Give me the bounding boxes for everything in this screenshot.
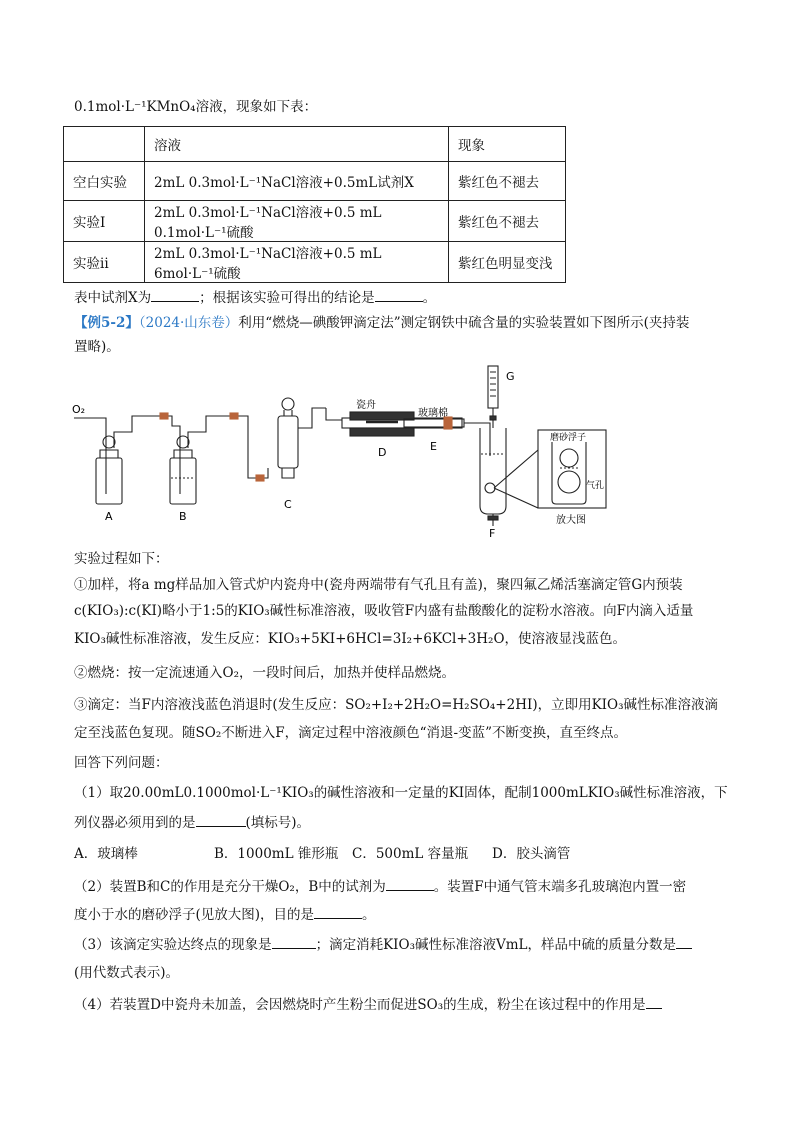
question-text: （1）取 — [74, 785, 124, 801]
step2-line — [74, 662, 455, 684]
question-text: 表中试剂X为 — [74, 290, 152, 306]
table-header-cell — [64, 127, 145, 162]
table-question-line — [74, 287, 436, 309]
zoom-label: 放大图 — [556, 515, 586, 526]
table-cell: 空白实验 — [64, 162, 145, 201]
step-text: 定至浅蓝色复现。随 — [74, 725, 196, 741]
question-text: ；滴定消耗 — [315, 937, 384, 953]
rubber-joint — [160, 413, 168, 419]
step-text: )，立即用 — [532, 697, 592, 713]
connecting-tube — [216, 416, 268, 478]
label-c: C — [284, 498, 292, 511]
formula: KIO₃ — [587, 785, 620, 801]
bottle-b — [170, 416, 216, 504]
table-header-cell: 现象 — [449, 127, 566, 162]
boat-label: 瓷舟 — [356, 400, 376, 411]
label-d: D — [378, 446, 387, 459]
step-text: ③滴定：当F内溶液浅蓝色消退时(发生反应： — [74, 697, 346, 713]
formula: 1000mL — [531, 785, 588, 801]
phenomena-table — [63, 126, 566, 283]
step-text: 略小于1:5的 — [162, 603, 238, 619]
table-cell: 2mL 0.3mol·L⁻¹NaCl溶液+0.5 mL 6mol·L⁻¹硫酸 — [145, 242, 449, 283]
question-text: 。 — [422, 290, 437, 306]
answer-blank[interactable] — [646, 994, 662, 1009]
question-text: 的碱性溶液和一定量的 — [313, 785, 449, 801]
step-text: ，使溶液显浅蓝色。 — [504, 631, 627, 647]
step1-line2 — [74, 600, 693, 622]
step-text: 样品加入管式炉内瓷舟中(瓷舟两端带有气孔且有盖)，聚四氟乙烯活塞滴定管G内预装 — [175, 577, 683, 593]
table-cell: 实验Ⅰ — [64, 201, 145, 242]
table-cell: 紫红色不褪去 — [449, 162, 566, 201]
label-g: G — [506, 370, 515, 383]
intro-text: 0.1mol·L⁻¹KMnO₄溶液，现象如下表： — [74, 99, 318, 115]
question-3-line1 — [74, 934, 692, 956]
step1-line1 — [74, 574, 683, 596]
step1-line3 — [74, 628, 626, 650]
question-text: （3）该滴定实验达终点的现象是 — [74, 937, 272, 953]
question-text: 列仪器必须用到的是 — [74, 815, 196, 831]
question-text: ；根据该实验可得出的结论是 — [199, 290, 375, 306]
o2-label: O₂ — [72, 403, 86, 416]
option-c[interactable]: C．500mL 容量瓶 — [352, 846, 469, 862]
step-text: 碱性标准溶液，发生反应： — [105, 631, 268, 647]
example-heading — [74, 312, 689, 334]
sample-mass: a mg — [141, 577, 176, 593]
process-title: 实验过程如下： — [74, 551, 169, 567]
bottle-a — [96, 416, 142, 504]
table-cell: 2mL 0.3mol·L⁻¹NaCl溶液+0.5 mL 0.1mol·L⁻¹硫酸 — [145, 201, 449, 242]
step3-line2 — [74, 722, 627, 744]
formula: KIO₃ — [383, 937, 415, 953]
questions-title: 回答下列问题： — [74, 755, 169, 771]
question-3-line2: (用代数式表示)。 — [74, 965, 180, 981]
equation: KIO₃+5KI+6HCl=3I₂+6KCl+3H₂O — [267, 631, 505, 647]
answer-blank[interactable] — [676, 934, 692, 949]
table-row — [64, 162, 566, 201]
glass-tube-e — [404, 417, 490, 456]
question-2-line1 — [74, 876, 686, 898]
question-text: 。 — [362, 907, 376, 923]
answer-blank[interactable] — [314, 904, 362, 919]
option-d[interactable]: D．胶头滴管 — [492, 846, 571, 862]
answer-blank[interactable] — [196, 812, 246, 827]
formula: SO₂ — [195, 725, 222, 741]
example-text-cont: 置略)。 — [74, 339, 120, 355]
question-text: (填标号)。 — [245, 815, 311, 831]
question-text: （2）装置B和C的作用是充分干燥 — [74, 879, 279, 895]
connecting-tube — [326, 408, 342, 420]
step3-line1 — [74, 694, 718, 716]
question-text: 度小于水的磨砂浮子(见放大图)，目的是 — [74, 907, 315, 923]
question-4-line1 — [74, 994, 662, 1016]
label-e: E — [430, 440, 437, 453]
answer-blank[interactable] — [375, 287, 423, 302]
burette-g — [488, 366, 498, 428]
question-text: ，B中的试剂为 — [294, 879, 386, 895]
rubber-joint — [256, 475, 264, 481]
question-text: 碱性标准溶液，下 — [619, 785, 728, 801]
question-text: 。装置F中通气管末端多孔玻璃泡内置一密 — [433, 879, 687, 895]
absorption-tube-f — [480, 428, 506, 526]
formula: SO₃ — [417, 997, 444, 1013]
step-text: 碱性标准溶液，吸收管F内盛有盐酸酸化的淀粉水溶液。向F内滴入适量 — [269, 603, 694, 619]
answer-blank[interactable] — [151, 287, 199, 302]
question-1-line2 — [74, 812, 310, 834]
formula: 20.00mL0.1000mol·L⁻¹KIO₃ — [123, 785, 314, 801]
option-b[interactable]: B．1000mL 锥形瓶 — [214, 846, 339, 862]
step-text: ②燃烧：按一定流速通入 — [74, 665, 223, 681]
gas-inlet-tube — [74, 418, 106, 436]
table-cell: 实验ii — [64, 242, 145, 283]
float-label: 磨砂浮子 — [550, 433, 587, 443]
table-cell: 2mL 0.3mol·L⁻¹NaCl溶液+0.5mL试剂X — [145, 162, 449, 201]
step-text: ①加样，将 — [74, 577, 142, 593]
formula: KI — [448, 785, 465, 801]
example-source: （2024·山东卷） — [138, 315, 239, 331]
question-text: 固体，配制 — [464, 785, 532, 801]
example-tag: 【例5-2】 — [74, 315, 139, 331]
formula: c(KIO₃):c(KI) — [74, 603, 163, 619]
equation: SO₂+I₂+2H₂O=H₂SO₄+2HI — [345, 697, 533, 713]
question-2-line2 — [74, 904, 376, 926]
table-cell: 紫红色不褪去 — [449, 201, 566, 242]
question-1-line1 — [74, 782, 728, 804]
question-text: 的生成，粉尘在该过程中的作用是 — [443, 997, 646, 1013]
table-header-cell: 溶液 — [145, 127, 449, 162]
question-text: 碱性标准溶液VmL，样品中硫的质量分数是 — [415, 937, 677, 953]
apparatus-figure — [60, 358, 620, 538]
answer-blank[interactable] — [272, 934, 316, 949]
glass-wool-label: 玻璃棉 — [418, 408, 448, 419]
step-text: ，一段时间后，加热并使样品燃烧。 — [238, 665, 455, 681]
option-a[interactable]: A．玻璃棒 — [74, 846, 138, 862]
drying-tower-c — [278, 398, 326, 478]
formula: O₂ — [222, 665, 239, 681]
rubber-joint — [230, 413, 238, 419]
question-text: （4）若装置D中瓷舟未加盖，会因燃烧时产生粉尘而促进 — [74, 997, 418, 1013]
answer-blank[interactable] — [386, 876, 434, 891]
step-text: 不断进入F，滴定过程中溶液颜色“消退-变蓝”不断变换，直至终点。 — [221, 725, 627, 741]
formula: KIO₃ — [591, 697, 624, 713]
formula: KIO₃ — [74, 631, 106, 647]
table-header-row — [64, 127, 566, 162]
hole-label: 气孔 — [586, 481, 605, 491]
table-row — [64, 242, 566, 283]
label-b: B — [179, 510, 187, 523]
formula: KIO₃ — [237, 603, 270, 619]
formula: O₂ — [278, 879, 295, 895]
table-cell: 紫红色明显变浅 — [449, 242, 566, 283]
step-text: 碱性标准溶液滴 — [623, 697, 718, 713]
question-1-options — [74, 843, 570, 865]
table-row — [64, 201, 566, 242]
example-text: 利用“燃烧—碘酸钾滴定法”测定钢铁中硫含量的实验装置如下图所示(夹持装 — [238, 315, 690, 331]
label-a: A — [105, 510, 113, 523]
label-f: F — [489, 527, 496, 538]
